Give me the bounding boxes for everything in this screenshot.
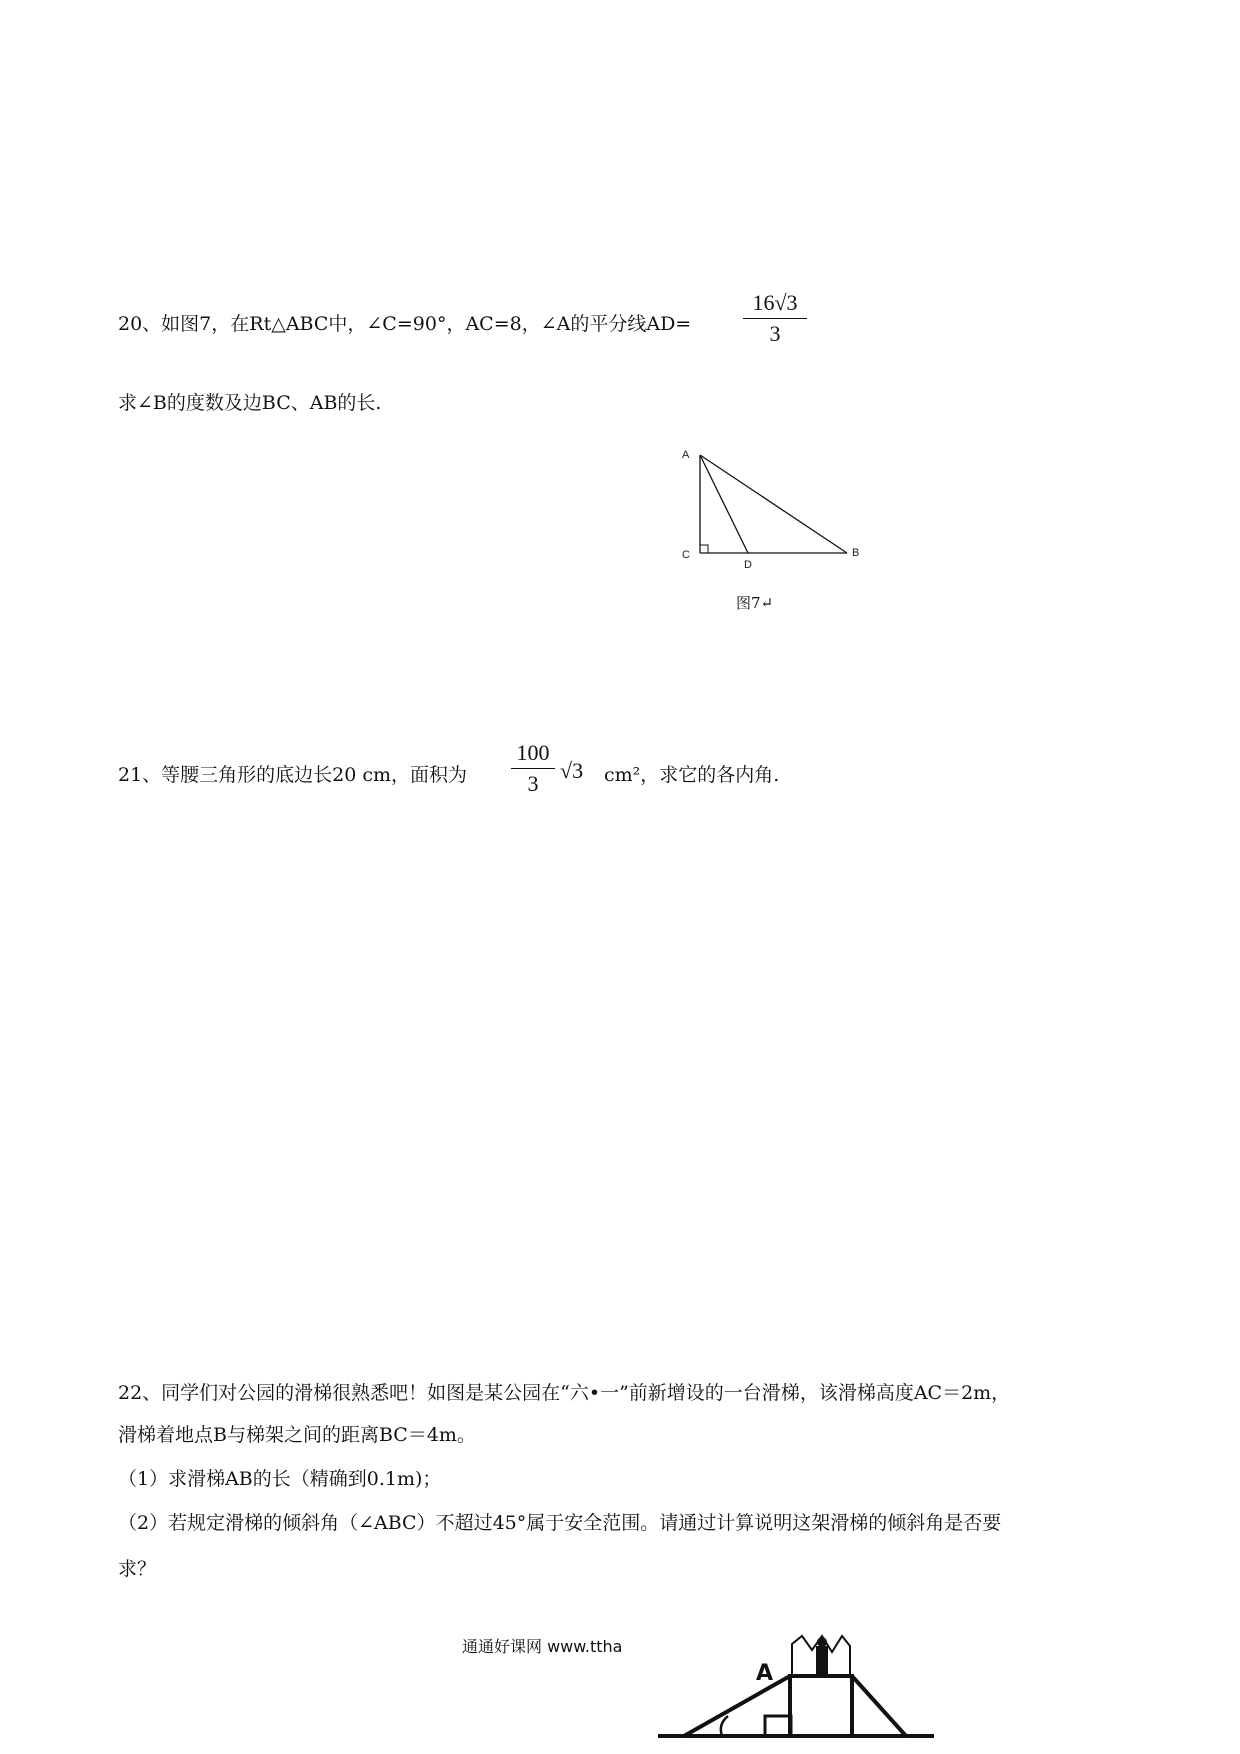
watermark-text: 通通好课网 www.ttha: [462, 1637, 623, 1656]
q22-child-head: [817, 1637, 827, 1647]
q22-angle-arc: [721, 1716, 728, 1736]
q20-right-angle-mark: [700, 545, 708, 553]
q22-slide-surface: [684, 1676, 790, 1736]
q20-text-line1: 20、如图7，在Rt△ABC中，∠C=90°，AC=8，∠A的平分线AD=: [118, 313, 692, 335]
q20-label-c: C: [682, 549, 690, 561]
q20-label-a: A: [682, 449, 690, 461]
q22-text-line2: 滑梯着地点B与梯架之间的距离BC＝4m。: [118, 1424, 476, 1446]
q22-text-line1: 22、同学们对公园的滑梯很熟悉吧！如图是某公园在“六•一”前新增设的一台滑梯，该滑梯高度AC＝2m，: [118, 1382, 1011, 1404]
q20-label-d: D: [744, 559, 752, 571]
q22-right-angle-mark: [765, 1716, 791, 1736]
q21-fraction-numerator: 100: [516, 740, 550, 765]
q20-bisector-ad: [700, 455, 748, 553]
q20-fraction: [743, 290, 807, 347]
q20-triangle-figure: [670, 440, 910, 580]
q20-label-b: B: [852, 547, 860, 559]
q20-side-ab: [700, 455, 847, 553]
q21-text-prefix: 21、等腰三角形的底边长20 cm，面积为: [118, 764, 468, 786]
q22-part2-continued: 求？: [118, 1558, 157, 1580]
q21-radical: √3: [560, 758, 584, 783]
q20-text-line2: 求∠B的度数及边BC、AB的长.: [118, 392, 382, 414]
q21-fraction: [511, 740, 555, 797]
q20-fraction-denominator: 3: [769, 321, 781, 346]
q22-child-silhouette: [816, 1646, 828, 1676]
q20-figure-caption: 图7↵: [736, 594, 774, 612]
q20-fraction-numerator: 16√3: [752, 290, 798, 315]
q21-text-suffix: cm²，求它的各内角.: [604, 764, 780, 786]
q21-fraction-denominator: 3: [527, 771, 539, 796]
q22-slide-figure: [650, 1630, 940, 1754]
q22-part2: （2）若规定滑梯的倾斜角（∠ABC）不超过45°属于安全范围。请通过计算说明这架滑梯的倾斜角是否要: [118, 1512, 1002, 1534]
q20-fraction-bar: [743, 318, 807, 319]
q21-fraction-bar: [511, 768, 555, 769]
q22-part1: （1）求滑梯AB的长（精确到0.1m)；: [118, 1468, 442, 1490]
q22-platform-frame: [790, 1676, 852, 1736]
q22-label-a: A: [756, 1661, 774, 1686]
q22-ladder: [852, 1676, 906, 1736]
